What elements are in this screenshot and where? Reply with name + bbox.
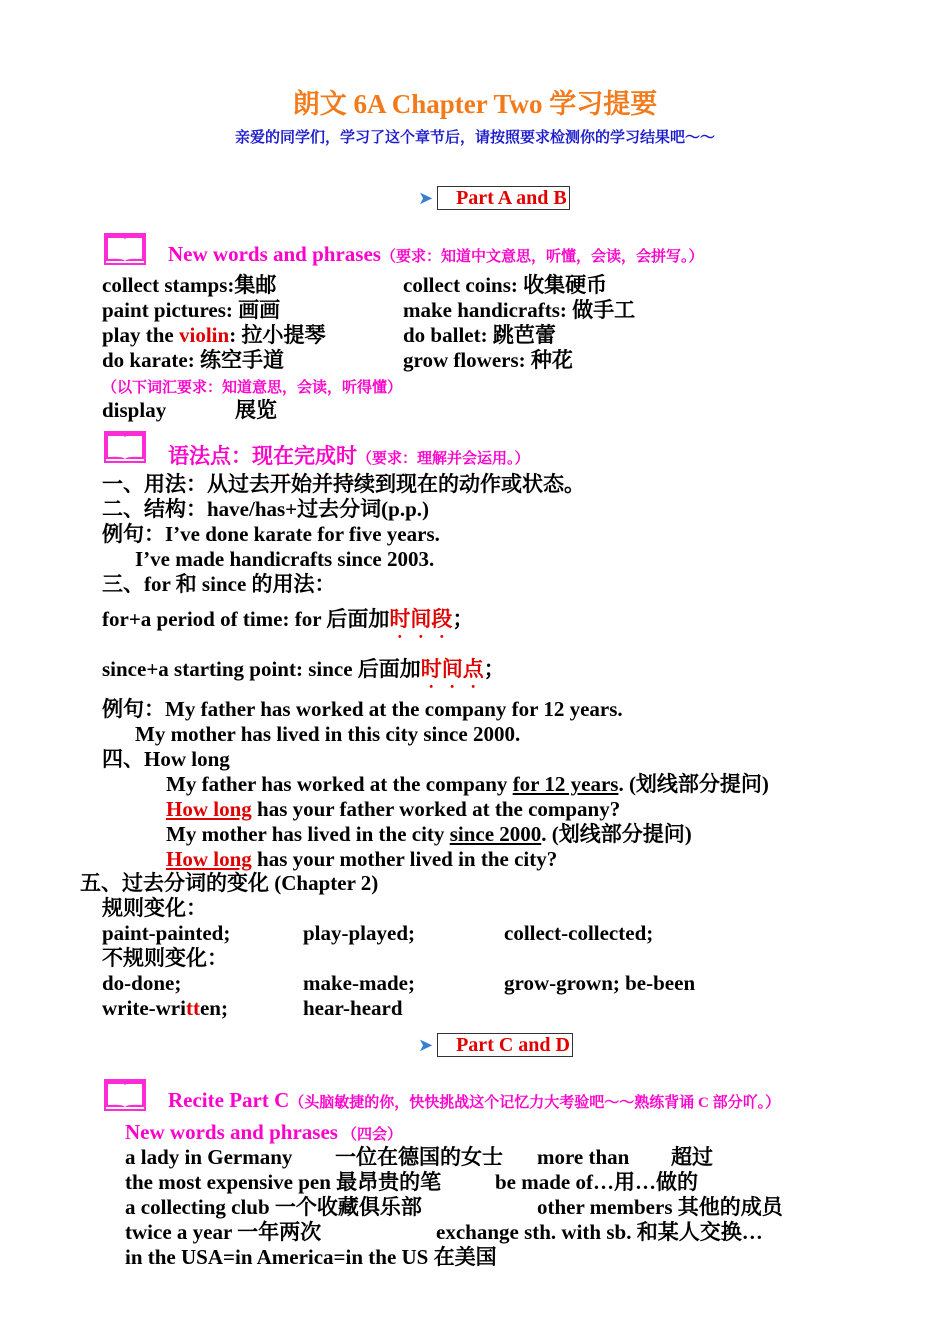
section3-heading: Recite Part C: [168, 1088, 290, 1112]
vocab-3a: play the violin: 拉小提琴: [102, 323, 326, 347]
regular-item: collect-collected;: [504, 921, 654, 945]
vocab-1b: collect coins: 收集硬币: [403, 273, 608, 297]
grammar-usage: 一、用法：从过去开始并持续到现在的动作或状态。: [102, 472, 585, 496]
question-1: My father has worked at the company for 12 years. (划线部分提问): [166, 772, 769, 796]
irregular-item: hear-heard: [303, 996, 403, 1020]
section3-req: （头脑敏捷的你，快快挑战这个记忆力大考验吧～～熟练背诵 C 部分吖。）: [289, 1095, 781, 1111]
grammar-example-1: 例句：I’ve done karate for five years.: [102, 522, 440, 546]
part-cd-label: Part C and D: [437, 1033, 573, 1057]
section2-heading: 语法点：现在完成时: [168, 444, 357, 468]
for-since-example-2: My mother has lived in this city since 2000.: [135, 722, 521, 746]
book-icon: [103, 232, 147, 266]
past-participle-title: 五、过去分词的变化 (Chapter 2): [80, 871, 379, 895]
section2-heading-line: [168, 440, 530, 470]
phrase: 一位在德国的女士: [335, 1145, 503, 1169]
book-icon: [103, 430, 147, 464]
section1-req: （要求：知道中文意思，听懂，会读，会拼写。）: [380, 249, 704, 265]
phrase: twice a year 一年两次: [125, 1220, 322, 1244]
how-long-title: 四、How long: [102, 747, 230, 771]
vocab-4a: do karate: 练空手道: [102, 348, 284, 372]
section1-req2: （以下词汇要求：知道意思，会读，听得懂）: [102, 380, 403, 396]
part-cd-banner: [418, 1032, 573, 1058]
since-rule: since+a starting point: since 后面加时间点；: [102, 657, 505, 681]
irregular-item: do-done;: [102, 971, 182, 995]
grammar-structure: 二、结构：have/has+过去分词(p.p.): [102, 497, 429, 521]
section1-heading-line: [168, 242, 703, 267]
page-subtitle: 亲爱的同学们，学习了这个章节后，请按照要求检测你的学习结果吧～～: [234, 130, 715, 146]
regular-label: 规则变化：: [102, 896, 207, 920]
part-ab-banner: [418, 185, 570, 211]
book-icon: [103, 1078, 147, 1112]
display-cn: 展览: [235, 398, 277, 422]
answer-1: How long has your father worked at the company?: [166, 797, 621, 821]
arrow-icon: ➤: [418, 1035, 434, 1055]
phrase: 超过: [671, 1145, 713, 1169]
for-since-example-1: 例句：My father has worked at the company for 12 years.: [102, 697, 623, 721]
section3-sub-line: [125, 1120, 402, 1145]
phrase: a collecting club 一个收藏俱乐部: [125, 1195, 422, 1219]
section3-sub: New words and phrases: [125, 1120, 338, 1144]
question-2: My mother has lived in the city since 2000. (划线部分提问): [166, 822, 692, 846]
phrase: a lady in Germany: [125, 1145, 293, 1169]
display-en: display: [102, 398, 167, 422]
phrase: be made of…用…做的: [495, 1170, 698, 1194]
arrow-icon: ➤: [418, 188, 434, 208]
section2-req: （要求：理解并会运用。）: [357, 451, 530, 467]
vocab-3b: do ballet: 跳芭蕾: [403, 323, 556, 347]
regular-item: paint-painted;: [102, 921, 231, 945]
phrase: the most expensive pen 最昂贵的笔: [125, 1170, 442, 1194]
phrase: more than: [537, 1145, 630, 1169]
for-rule: for+a period of time: for 后面加时间段；: [102, 607, 474, 631]
irregular-label: 不规则变化：: [102, 946, 228, 970]
irregular-item: grow-grown; be-been: [504, 971, 696, 995]
vocab-4b: grow flowers: 种花: [403, 348, 573, 372]
page-title: 朗文 6A Chapter Two 学习提要: [292, 89, 658, 119]
regular-item: play-played;: [303, 921, 416, 945]
vocab-2b: make handicrafts: 做手工: [403, 298, 636, 322]
vocab-1a: collect stamps:集邮: [102, 273, 277, 297]
vocab-2a: paint pictures: 画画: [102, 298, 281, 322]
part-ab-label: Part A and B: [437, 186, 570, 210]
irregular-item: make-made;: [303, 971, 415, 995]
phrase: exchange sth. with sb. 和某人交换…: [436, 1220, 763, 1244]
phrase: other members 其他的成员: [537, 1195, 783, 1219]
section1-heading: New words and phrases: [168, 242, 381, 266]
for-since-title: 三、for 和 since 的用法：: [102, 572, 336, 596]
phrase: in the USA=in America=in the US 在美国: [125, 1245, 497, 1269]
answer-2: How long has your mother lived in the city?: [166, 847, 558, 871]
section3-heading-line: [168, 1088, 780, 1113]
section3-sub-req: （四会）: [341, 1127, 402, 1143]
grammar-example-2: I’ve made handicrafts since 2003.: [135, 547, 435, 571]
irregular-item: write-written;: [102, 996, 228, 1020]
